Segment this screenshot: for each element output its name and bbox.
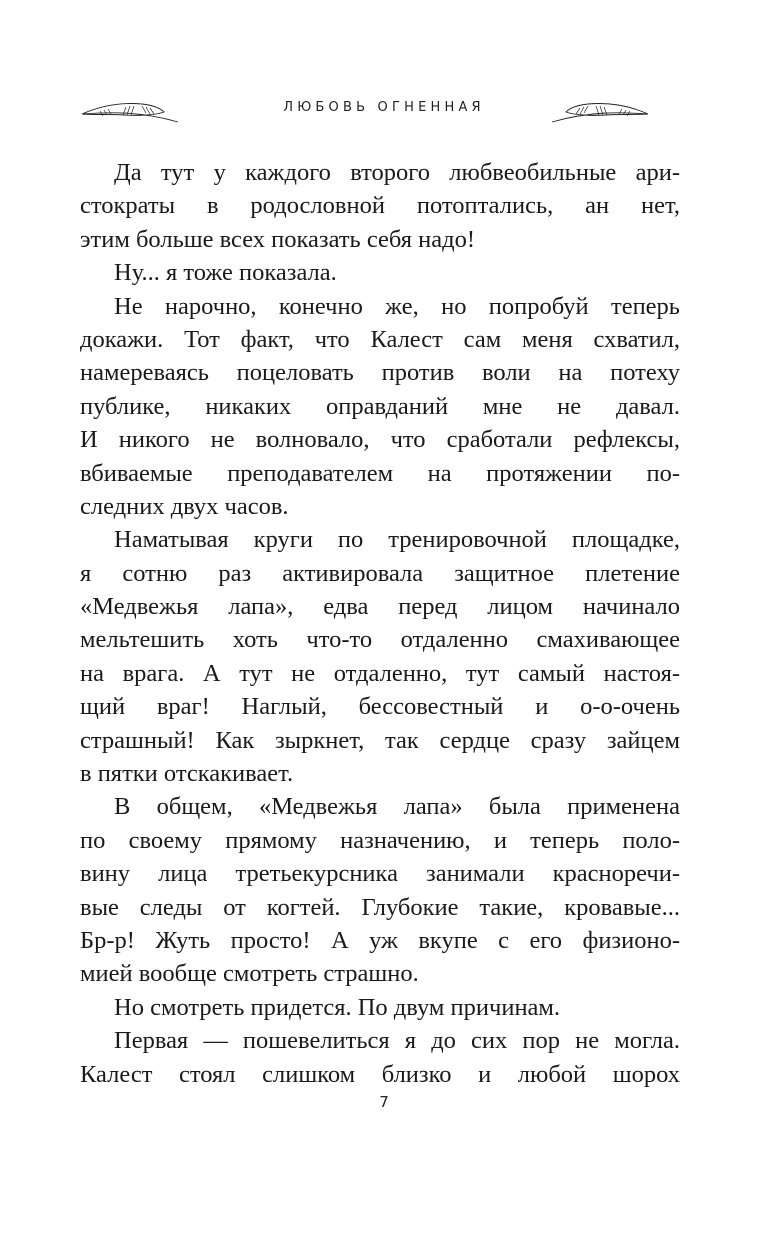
text-line: на врага. А тут не отдаленно, тут самый настоя-	[80, 659, 680, 687]
text-line: следних двух часов.	[80, 492, 289, 520]
text-line: «Медвежья лапа», едва перед лицом начинало	[80, 593, 680, 621]
text-line: мией вообще смотреть страшно.	[80, 960, 419, 988]
text-line: Наматывая круги по тренировочной площадке,	[114, 526, 680, 554]
text-line: в пятки отскакивает.	[80, 760, 294, 788]
text-line: Ну... я тоже показала.	[114, 259, 337, 287]
running-title: ЛЮБОВЬ ОГНЕННАЯ	[283, 100, 485, 115]
text-line: Но смотреть придется. По двум причинам.	[114, 993, 561, 1021]
text-line: я сотню раз активировала защитное плетение	[80, 559, 680, 587]
text-line: по своему прямому назначению, и теперь поло-	[80, 826, 680, 854]
running-header	[0, 96, 768, 126]
text-line: щий враг! Наглый, бессовестный и о-о-очень	[80, 693, 680, 721]
text-line: Не нарочно, конечно же, но попробуй теперь	[114, 292, 680, 320]
feather-icon	[550, 98, 650, 124]
body-text	[80, 156, 680, 1091]
text-line: Первая — пошевелиться я до сих пор не могла.	[114, 1027, 680, 1055]
text-line: докажи. Тот факт, что Калест сам меня схватил,	[80, 325, 680, 353]
text-line: Да тут у каждого второго любвеобильные ари-	[114, 159, 680, 186]
text-line: И никого не волновало, что сработали рефлексы,	[80, 426, 680, 454]
text-line: мельтешить хоть что-то отдаленно смахивающее	[80, 626, 680, 654]
text-line: вбиваемые преподавателем на протяжении по-	[80, 459, 680, 487]
text-line: публике, никаких оправданий мне не давал.	[80, 392, 680, 420]
text-line: страшный! Как зыркнет, так сердце сразу зайцем	[80, 726, 680, 754]
text-line: этим больше всех показать себя надо!	[80, 225, 475, 253]
text-line: В общем, «Медвежья лапа» была применена	[114, 793, 680, 821]
page-number: 7	[379, 1093, 389, 1111]
text-line: Бр-р! Жуть просто! А уж вкупе с его физионо-	[80, 926, 680, 954]
text-line: намереваясь поцеловать против воли на потеху	[80, 359, 680, 387]
text-line: вые следы от когтей. Глубокие такие, кровавые...	[80, 893, 680, 921]
text-line: стократы в родословной потоптались, ан нет,	[80, 192, 680, 220]
text-line: Калест стоял слишком близко и любой шорох	[80, 1060, 680, 1088]
text-line: вину лица третьекурсника занимали красноречи-	[80, 860, 680, 888]
